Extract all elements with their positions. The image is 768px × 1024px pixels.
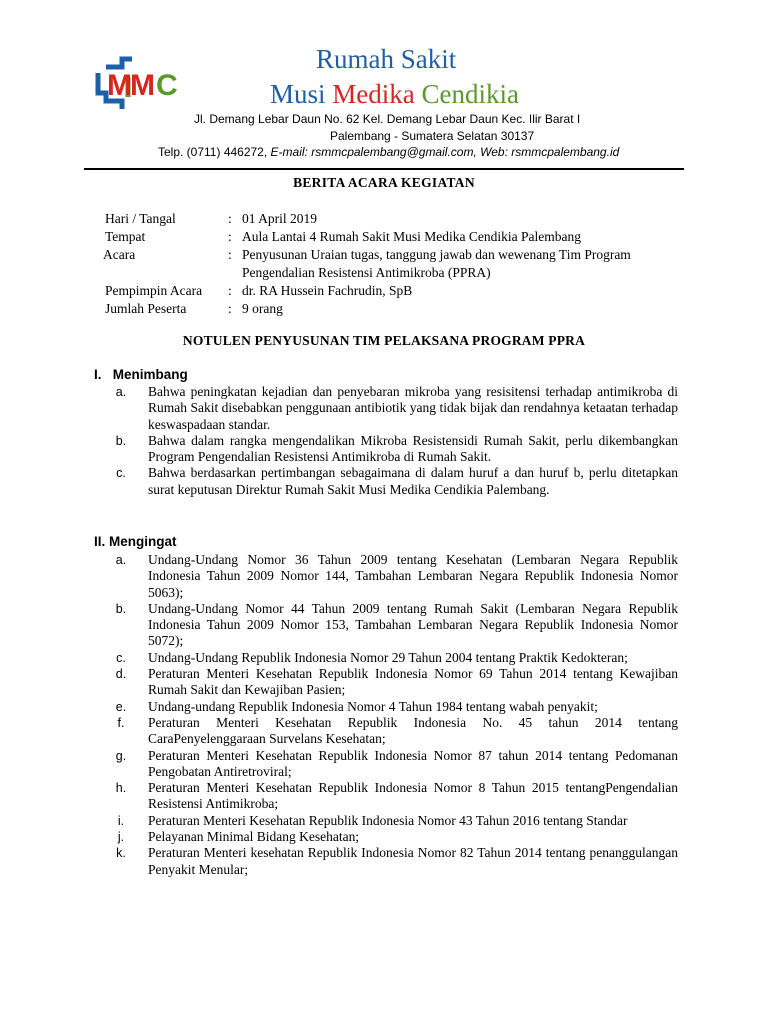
name-medika: Medika [332,79,415,109]
address-line2: Palembang - Sumatera Selatan 30137 [330,129,535,143]
list-text: Peraturan Menteri Kesehatan Republik Indonesia Nomor 87 tahun 2014 tentang Pedomanan Pengobatan Antiretroviral; [148,747,678,779]
name-cendikia: Cendikia [421,79,519,109]
list-marker: c. [116,650,126,665]
info-value: Aula Lantai 4 Rumah Sakit Musi Medika Cendikia Palembang [242,229,581,244]
list-item [94,384,678,433]
document-title: BERITA ACARA KEGIATAN [293,175,475,190]
section-menimbang [94,366,678,498]
info-label: Hari / Tangal [105,211,176,226]
list-item [94,813,678,829]
notulen-title: NOTULEN PENYUSUNAN TIM PELAKSANA PROGRAM PPRA [182,333,586,348]
list-marker: e. [115,699,127,714]
info-sep: : [228,301,232,316]
list-text: Peraturan Menteri kesehatan Republik Indonesia Nomor 82 Tahun 2014 tentang penanggulangan Penyakit Menular; [148,845,678,877]
list-marker: f. [117,715,125,730]
info-sep: : [228,247,232,262]
list-marker: a. [115,553,127,567]
list-item [94,780,678,813]
list-text: Undang-Undang Nomor 44 Tahun 2009 tentang Rumah Sakit (Lembaran Negara Republik Indonesia Tahun 2009 Nomor 153, Tambahan Lembaran Negara Republik Indonesia Nomor 5072); [148,600,678,649]
section-mengingat [94,533,678,878]
info-value: Penyusunan Uraian tugas, tanggung jawab dan wewenang Tim Program Pengendalian Resistensi Antimikroba (PPRA) [242,247,631,280]
info-sep: : [228,211,232,226]
header-divider [84,168,684,170]
list-marker: b. [115,433,127,448]
list-text: Bahwa peningkatan kejadian dan penyebaran mikroba yang resisitensi terhadap antimikroba di Rumah Sakit disebabkan penggunaan antibiotik yang tidak bijak dan rendahnya ketaatan terhadap keswaspadaan standar. [148,384,678,432]
address-line1: Jl. Demang Lebar Daun No. 62 Kel. Demang Lebar Daun Kec. Ilir Barat I [194,112,581,126]
section-heading: I. Menimbang [94,367,188,382]
list-item [94,699,678,715]
list-item [94,650,678,666]
info-label: Pempimpin Acara [105,283,203,298]
list-text: Bahwa dalam rangka mengendalikan Mikroba Resistensidi Rumah Sakit, perlu dikembangkan Program Pengendalian Resistensi Antimikroba di Rumah Sakit. [148,432,678,465]
svg-text:C: C [156,69,178,102]
list-text: Peraturan Menteri Kesehatan Republik Indonesia Nomor 8 Tahun 2015 tentangPengendalian Resistensi Antimikroba; [148,780,678,812]
list-text: Peraturan Menteri Kesehatan Republik Indonesia Nomor 43 Tahun 2016 tentang Standar [148,812,628,828]
list-marker: k. [116,846,126,861]
info-label: Tempat [105,229,146,244]
hospital-logo-icon [92,53,192,115]
list-item [94,715,678,748]
list-text: Bahwa berdasarkan pertimbangan sebagaimana di dalam huruf a dan huruf b, perlu ditetapkan surat keputusan Direktur Rumah Sakit Musi Medika Cendikia Palembang. [148,465,678,497]
list-text: Peraturan Menteri Kesehatan Republik Indonesia No. 45 tahun 2014 tentang CaraPenyelenggaraan Survelans Kesehatan; [148,714,678,747]
info-value: 01 April 2019 [242,211,318,226]
list-text: Undang-Undang Nomor 36 Tahun 2009 tentang Kesehatan (Lembaran Negara Republik Indonesia Tahun 2009 Nomor 144, Tambahan Lembaran Negara Republik Indonesia Nomor 5063); [148,552,678,600]
list-text: Undang-Undang Republik Indonesia Nomor 29 Tahun 2004 tentang Praktik Kedokteran; [148,649,628,665]
info-row-participants [105,300,662,318]
list-item [94,601,678,650]
info-sep: : [228,229,232,244]
list-item [94,748,678,781]
hospital-name-line2 [270,79,519,110]
list-item [94,666,678,699]
list-marker: g. [115,748,127,763]
list-marker: d. [115,667,127,682]
list-marker: j. [117,830,125,845]
email-web-text: E-mail: rsmmcpalembang@gmail.com, Web: rsmmcpalembang.id [270,145,620,159]
name-musi: Musi [270,79,326,109]
svg-text:MM: MM [107,69,153,102]
info-row-place [105,228,662,246]
info-row-event [105,246,662,282]
info-sep: : [228,283,232,298]
info-label: Acara [103,247,136,262]
phone-text: Telp. (0711) 446272, [158,145,268,159]
list-marker: c. [116,466,126,481]
list-item [94,829,678,845]
list-marker: b. [115,601,127,616]
list-marker: a. [115,385,127,399]
contact-line [158,145,619,159]
list-item [94,552,678,601]
list-item [94,465,678,498]
list-text: Undang-undang Republik Indonesia Nomor 4 Tahun 1984 tentang wabah penyakit; [148,698,598,714]
info-value: 9 orang [242,301,283,316]
info-row-leader [105,282,662,300]
info-label: Jumlah Peserta [105,301,187,316]
section-heading: II. Mengingat [94,534,177,549]
list-item [94,433,678,466]
hospital-name-line1: Rumah Sakit [316,44,457,74]
list-marker: i. [117,813,125,828]
list-item [94,845,678,878]
list-text: Peraturan Menteri Kesehatan Republik Indonesia Nomor 69 Tahun 2014 tentang Kewajiban Rumah Sakit dan Kewajiban Pasien; [148,666,678,698]
info-row-date [105,210,662,228]
event-info [105,210,662,318]
info-value: dr. RA Hussein Fachrudin, SpB [242,283,413,298]
list-marker: h. [115,781,127,796]
list-text: Pelayanan Minimal Bidang Kesehatan; [148,829,360,845]
